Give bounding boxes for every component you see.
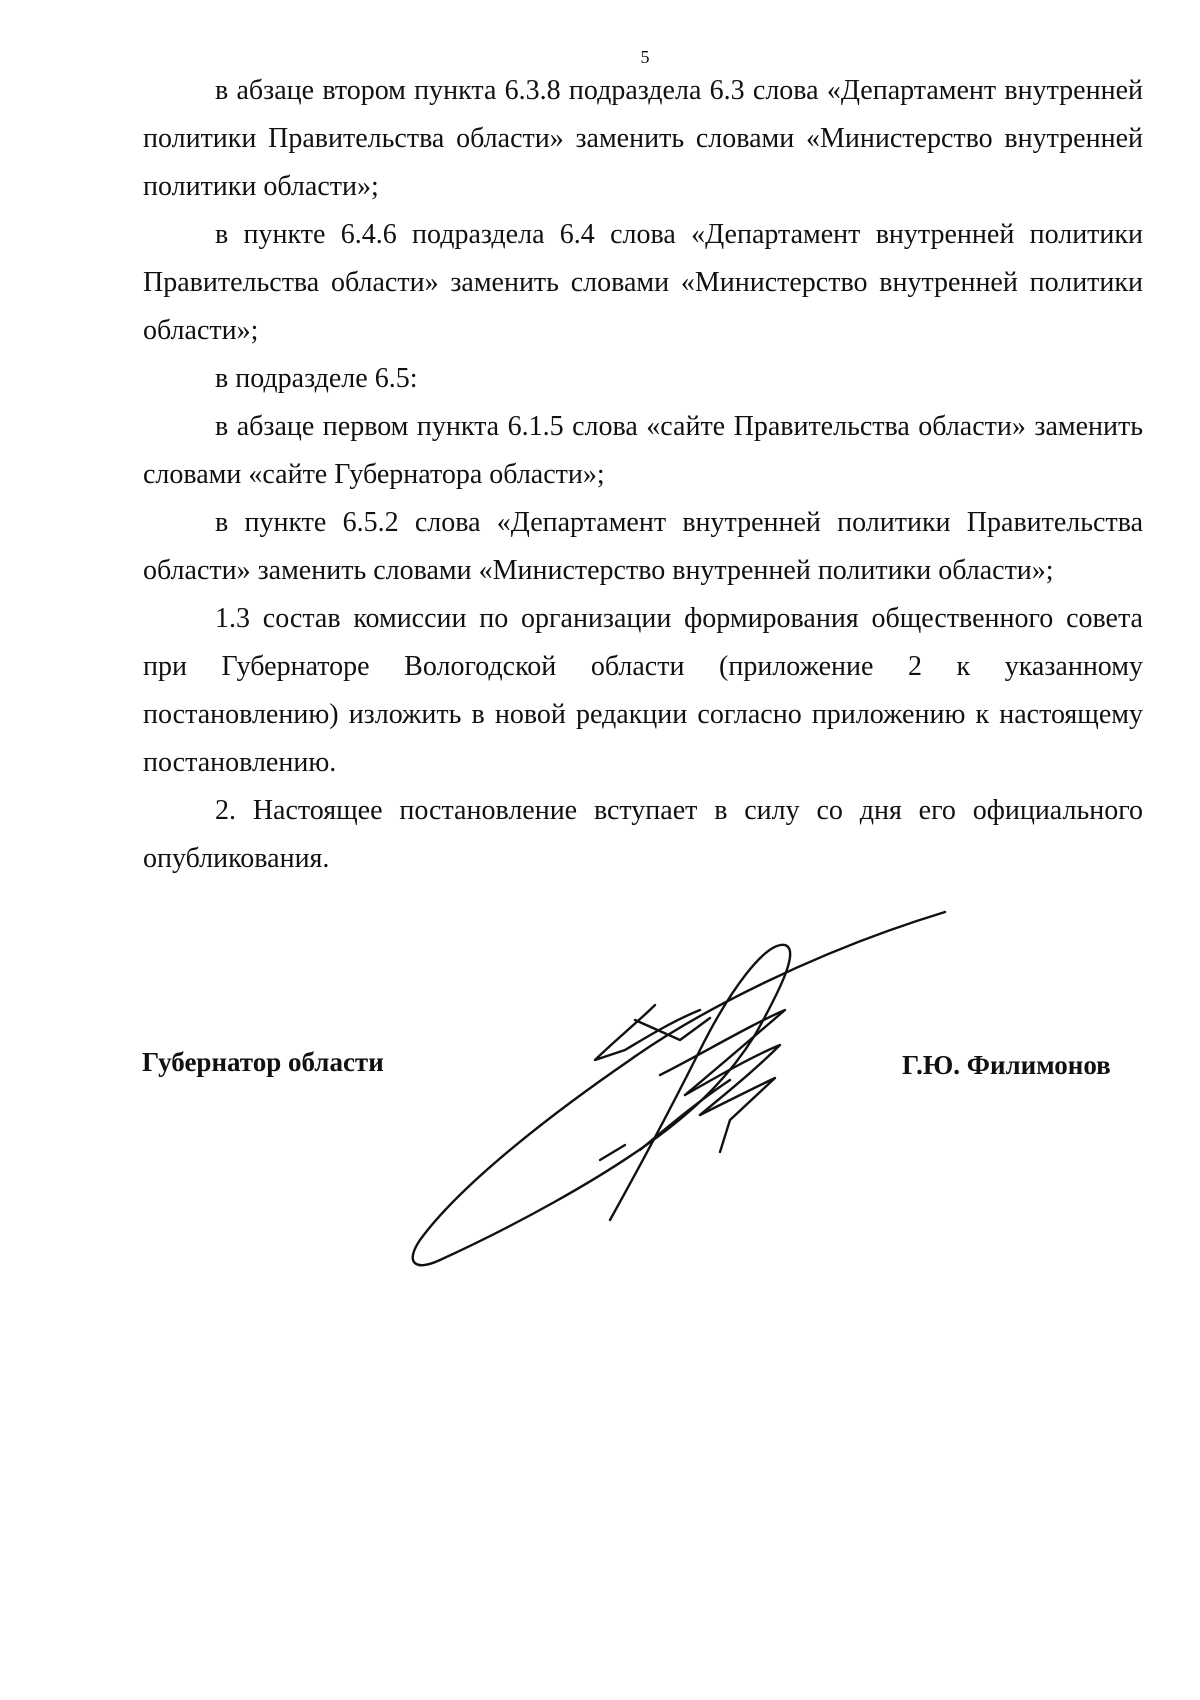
paragraph-4: в абзаце первом пункта 6.1.5 слова «сайте Правительства области» заменить словами «сайте Губернатора области»; (143, 411, 1143, 490)
handwritten-signature (400, 910, 960, 1280)
paragraph-6: 1.3 состав комиссии по организации формирования общественного совета при Губернаторе Вологодской области (приложение 2 к указанному постановлению) изложить в новой редакции согласно приложению к настоящему постановлению. (143, 603, 1143, 778)
paragraph-2: в пункте 6.4.6 подраздела 6.4 слова «Департамент внутренней политики Правительства области» заменить словами «Министерство внутренней политики области»; (143, 219, 1143, 346)
paragraph-7: 2. Настоящее постановление вступает в силу со дня его официального опубликования. (143, 795, 1143, 874)
document-body (143, 67, 1143, 883)
paragraph-5: в пункте 6.5.2 слова «Департамент внутренней политики Правительства области» заменить словами «Министерство внутренней политики области»; (143, 507, 1143, 586)
paragraph-3: в подразделе 6.5: (215, 363, 418, 394)
signatory-position: Губернатор области (142, 1047, 384, 1077)
paragraph-1: в абзаце втором пункта 6.3.8 подраздела 6.3 слова «Департамент внутренней политики Правительства области» заменить словами «Министерство внутренней политики области»; (143, 75, 1143, 202)
page-number: 5 (640, 47, 650, 67)
signatory-name: Г.Ю. Филимонов (902, 1050, 1111, 1080)
